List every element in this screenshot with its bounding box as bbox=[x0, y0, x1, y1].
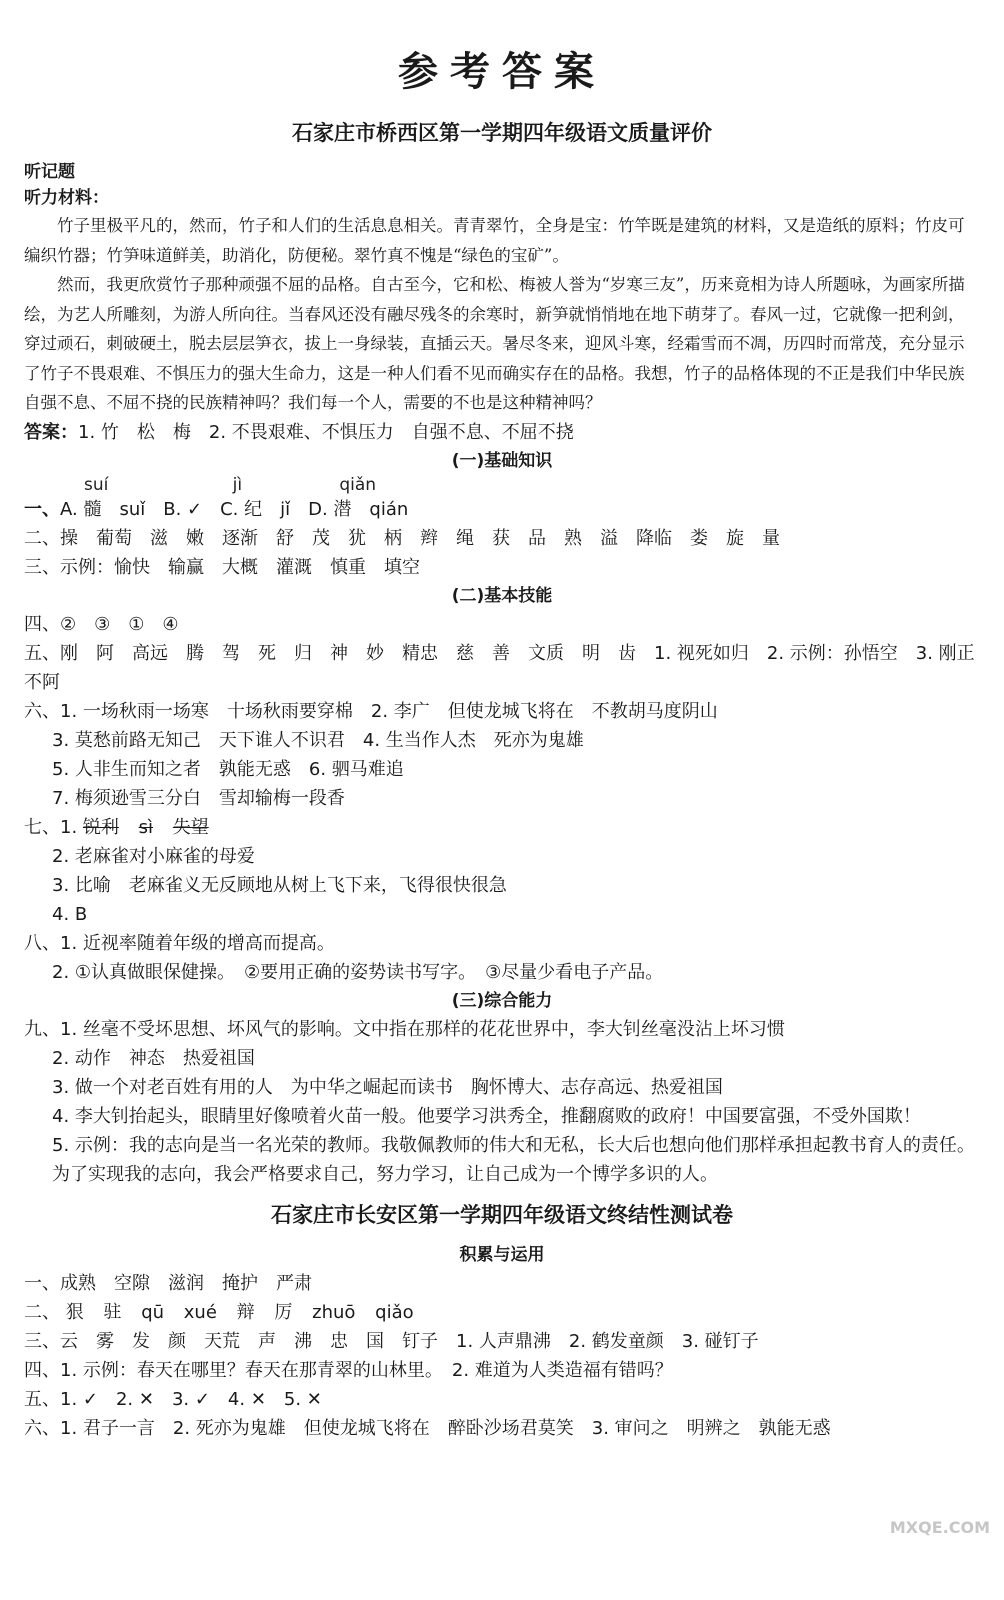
s2-q1-answer: 一、成熟 空隙 滋润 掩护 严肃 bbox=[24, 1272, 312, 1294]
q8-answer-line2: 2. ①认真做眼保健操。 ②要用正确的姿势读书写字。 ③尽量少看电子产品。 bbox=[52, 961, 664, 983]
s2-q2-item-4: xué bbox=[183, 1301, 217, 1323]
material-paragraph-1: 竹子里极平凡的，然而，竹子和人们的生活息息相关。青青翠竹，全身是宝：竹竿既是建筑的材料，又是造纸的原料；竹皮可编织竹器；竹笋味道鲜美，助消化，防便秘。翠竹真不愧是“绿色的宝矿”。 bbox=[24, 216, 965, 265]
s2-q2-item-6: 厉 bbox=[274, 1301, 293, 1323]
q6-answer-line3: 5. 人非生而知之者 孰能无惑 6. 驷马难追 bbox=[52, 758, 404, 780]
part1-heading: (一)基础知识 bbox=[451, 450, 553, 471]
q7-answer-line1 bbox=[24, 813, 980, 842]
section2-heading: 石家庄市长安区第一学期四年级语文终结性测试卷 bbox=[271, 1202, 733, 1227]
listening-answer bbox=[24, 418, 980, 447]
q3-answer: 三、示例：愉快 输赢 大概 灌溉 慎重 填空 bbox=[24, 556, 420, 578]
q7-item-1: 锐利 bbox=[82, 816, 119, 838]
q7-item-2: sì bbox=[138, 816, 154, 838]
answer-text: 1. 竹 松 梅 2. 不畏艰难、不惧压力 自强不息、不屈不挠 bbox=[78, 421, 574, 443]
s2-q2-item-2: 驻 bbox=[103, 1301, 122, 1323]
q9-answer-line2: 2. 动作 神态 热爱祖国 bbox=[52, 1047, 255, 1069]
s2-q2-item-7: zhuō bbox=[312, 1301, 356, 1323]
site-watermark: MXQE.COM bbox=[889, 1518, 990, 1537]
q8-answer-line1: 八、1. 近视率随着年级的增高而提高。 bbox=[24, 932, 335, 954]
q2-answer: 二、操 葡萄 滋 嫩 逐渐 舒 茂 犹 柄 辫 绳 获 品 熟 溢 降临 娄 旋 量 bbox=[24, 527, 780, 549]
q9-answer-line5: 5. 示例：我的志向是当一名光荣的教师。我敬佩教师的伟大和无私，长大后也想向他们那样承担起教书育人的责任。为了实现我的志向，我会严格要求自己，努力学习，让自己成为一个博学多识的人。 bbox=[52, 1134, 975, 1185]
s2-q4-answer: 四、1. 示例：春天在哪里？春天在那青翠的山林里。 2. 难道为人类造福有错吗？ bbox=[24, 1359, 673, 1381]
q6-answer-line4: 7. 梅须逊雪三分白 雪却输梅一段香 bbox=[52, 787, 345, 809]
s2-q6-answer: 六、1. 君子一言 2. 死亦为鬼雄 但使龙城飞将在 醉卧沙场君莫笑 3. 审问之 明辨之 孰能无惑 bbox=[24, 1417, 831, 1439]
answer-label: 答案： bbox=[24, 421, 78, 443]
s2-q2-item-8: qiǎo bbox=[375, 1301, 414, 1323]
section2-subheading: 积累与运用 bbox=[459, 1244, 545, 1265]
q7-item-3: 失望 bbox=[172, 816, 209, 838]
q7-answer-line2: 2. 老麻雀对小麻雀的母爱 bbox=[52, 845, 255, 867]
s2-q2-item-5: 辩 bbox=[236, 1301, 255, 1323]
material-label: 听力材料： bbox=[24, 188, 109, 208]
q9-answer-line4: 4. 李大钊抬起头，眼睛里好像喷着火苗一般。他要学习洪秀全，推翻腐败的政府！中国要富强，不受外国欺！ bbox=[52, 1105, 921, 1127]
q1-text: A. 髓 suǐ B. ✓ C. 纪 jǐ D. 潜 qián bbox=[60, 498, 409, 520]
part2-heading: (二)基本技能 bbox=[451, 585, 553, 606]
q6-answer-line2: 3. 莫愁前路无知己 天下谁人不识君 4. 生当作人杰 死亦为鬼雄 bbox=[52, 729, 584, 751]
section1-heading: 石家庄市桥西区第一学期四年级语文质量评价 bbox=[292, 121, 712, 145]
listening-label: 听记题 bbox=[24, 162, 75, 182]
part3-heading: (三)综合能力 bbox=[451, 990, 553, 1011]
q7-answer-line3: 3. 比喻 老麻雀义无反顾地从树上飞下来，飞得很快很急 bbox=[52, 874, 507, 896]
q7-label: 七、1. bbox=[24, 816, 78, 838]
s2-q5-answer: 五、1. ✓ 2. ✕ 3. ✓ 4. ✕ 5. ✕ bbox=[24, 1388, 322, 1410]
s2-q2-item-1: 狠 bbox=[65, 1301, 84, 1323]
q5-answer: 五、刚 阿 高远 腾 驾 死 归 神 妙 精忠 慈 善 文质 明 齿 1. 视死如归 2. 示例：孙悟空 3. 刚正不阿 bbox=[24, 642, 975, 693]
s2-q2-label: 二、 bbox=[24, 1301, 60, 1323]
q1-pinyin-row: suí jì qiǎn bbox=[84, 474, 377, 495]
q9-answer-line3: 3. 做一个对老百姓有用的人 为中华之崛起而读书 胸怀博大、志存高远、热爱祖国 bbox=[52, 1076, 723, 1098]
page-title: 参考答案 bbox=[398, 48, 606, 95]
material-paragraph-2: 然而，我更欣赏竹子那种顽强不屈的品格。自古至今，它和松、梅被人誉为“岁寒三友”，历来竟相为诗人所题咏，为画家所描绘，为艺人所雕刻，为游人所向往。当春风还没有融尽残冬的余寒时，新笋就悄悄地在地下萌芽了。春风一过，它就像一把利剑，穿过顽石，刺破硬土，脱去层层笋衣，拔上一身绿装，直插云天。暑尽冬来，迎风斗寒，经霜雪而不凋，历四时而常茂，充分显示了竹子不畏艰难、不惧压力的强大生命力，这是一种人们看不见而确实存在的品格。我想，竹子的品格体现的不正是我们中华民族自强不息、不屈不挠的民族精神吗？我们每一个人，需要的不也是这种精神吗？ bbox=[24, 275, 965, 412]
q9-answer-line1: 九、1. 丝毫不受坏思想、坏风气的影响。文中指在那样的花花世界中，李大钊丝毫没沾上坏习惯 bbox=[24, 1018, 785, 1040]
q6-answer-line1: 六、1. 一场秋雨一场寒 十场秋雨要穿棉 2. 李广 但使龙城飞将在 不教胡马度阴山 bbox=[24, 700, 718, 722]
s2-q2-answer bbox=[24, 1298, 980, 1327]
q4-answer: 四、② ③ ① ④ bbox=[24, 613, 179, 635]
answer-page bbox=[24, 40, 980, 1443]
q7-answer-line4: 4. B bbox=[52, 903, 88, 925]
q1-answer bbox=[24, 495, 980, 524]
s2-q2-item-3: qū bbox=[141, 1301, 165, 1323]
s2-q3-answer: 三、云 雾 发 颜 天荒 声 沸 忠 国 钉子 1. 人声鼎沸 2. 鹤发童颜 3. 碰钉子 bbox=[24, 1330, 759, 1352]
q1-label: 一、 bbox=[24, 498, 60, 520]
